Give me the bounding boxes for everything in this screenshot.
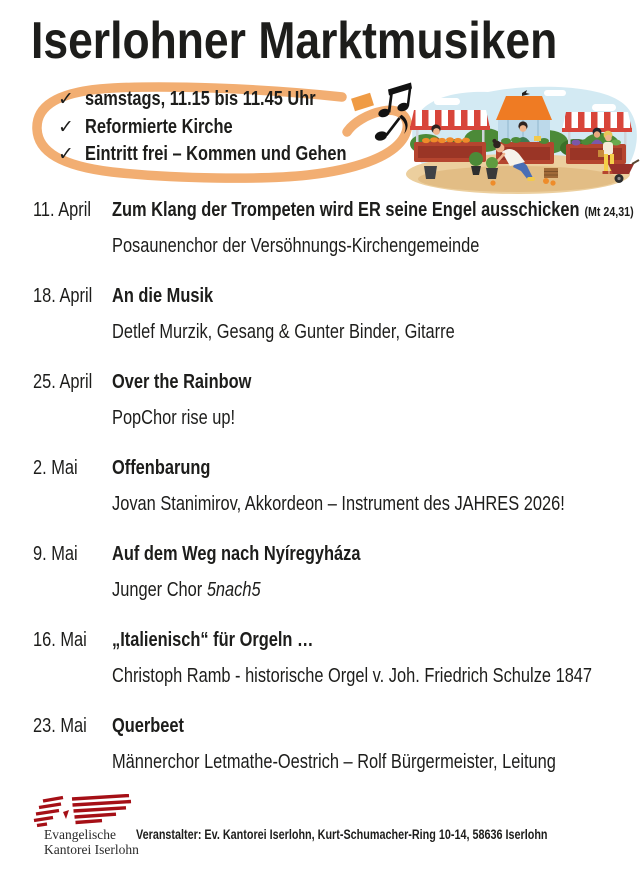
schedule-row (33, 540, 629, 605)
info-item-label: Reformierte Kirche (85, 115, 233, 138)
event-date: 23. Mai (33, 715, 87, 737)
event-title: Auf dem Weg nach Nyíregyháza (112, 543, 361, 565)
event-title: An die Musik (112, 285, 214, 307)
check-icon: ✓ (58, 116, 74, 138)
event-date: 16. Mai (33, 629, 87, 651)
event-performers: PopChor rise up! (112, 407, 236, 429)
check-icon: ✓ (58, 144, 74, 166)
event-date: 18. April (33, 285, 93, 307)
event-title: Querbeet (112, 715, 185, 737)
page-title: Iserlohner Marktmusiken (31, 12, 558, 70)
event-performers: Detlef Murzik, Gesang & Gunter Binder, Gitarre (112, 321, 455, 343)
schedule-row (33, 454, 629, 519)
organizer-line: Veranstalter: Ev. Kantorei Iserlohn, Kurt-Schumacher-Ring 10-14, 58636 Iserlohn (136, 827, 548, 842)
event-date: 9. Mai (33, 543, 78, 565)
info-item-label: samstags, 11.15 bis 11.45 Uhr (85, 88, 316, 111)
logo-caption-line2: Kantorei Iserlohn (44, 842, 139, 857)
schedule-list (33, 196, 634, 798)
schedule-row (33, 368, 629, 433)
check-icon: ✓ (58, 89, 74, 111)
event-date: 2. Mai (33, 457, 78, 479)
event-performers: Christoph Ramb - historische Orgel v. Joh. Friedrich Schulze 1847 (112, 665, 593, 687)
event-performers: Jovan Stanimirov, Akkordeon – Instrument des JAHRES 2026! (112, 493, 565, 515)
event-date: 11. April (33, 199, 92, 221)
event-title: Zum Klang der Trompeten wird ER seine Engel ausschicken (Mt 24,31) (112, 199, 634, 221)
logo-caption-line1: Evangelische (44, 827, 116, 842)
schedule-row (33, 626, 629, 691)
schedule-row (33, 282, 629, 347)
event-performers: Junger Chor 5nach5 (112, 579, 261, 601)
kantorei-logo (28, 794, 134, 828)
market-illustration (396, 82, 640, 194)
event-performers: Posaunenchor der Versöhnungs-Kirchengemeinde (112, 235, 480, 257)
event-title: „Italienisch“ für Orgeln … (112, 629, 314, 651)
schedule-row (33, 712, 629, 777)
event-date: 25. April (33, 371, 93, 393)
logo-caption (44, 827, 139, 857)
event-title: Offenbarung (112, 457, 211, 479)
event-performers: Männerchor Letmathe-Oestrich – Rolf Bürgermeister, Leitung (112, 751, 556, 773)
event-note: (Mt 24,31) (584, 204, 634, 219)
schedule-row (33, 196, 634, 261)
info-item-label: Eintritt frei – Kommen und Gehen (85, 143, 347, 166)
event-title: Over the Rainbow (112, 371, 252, 393)
